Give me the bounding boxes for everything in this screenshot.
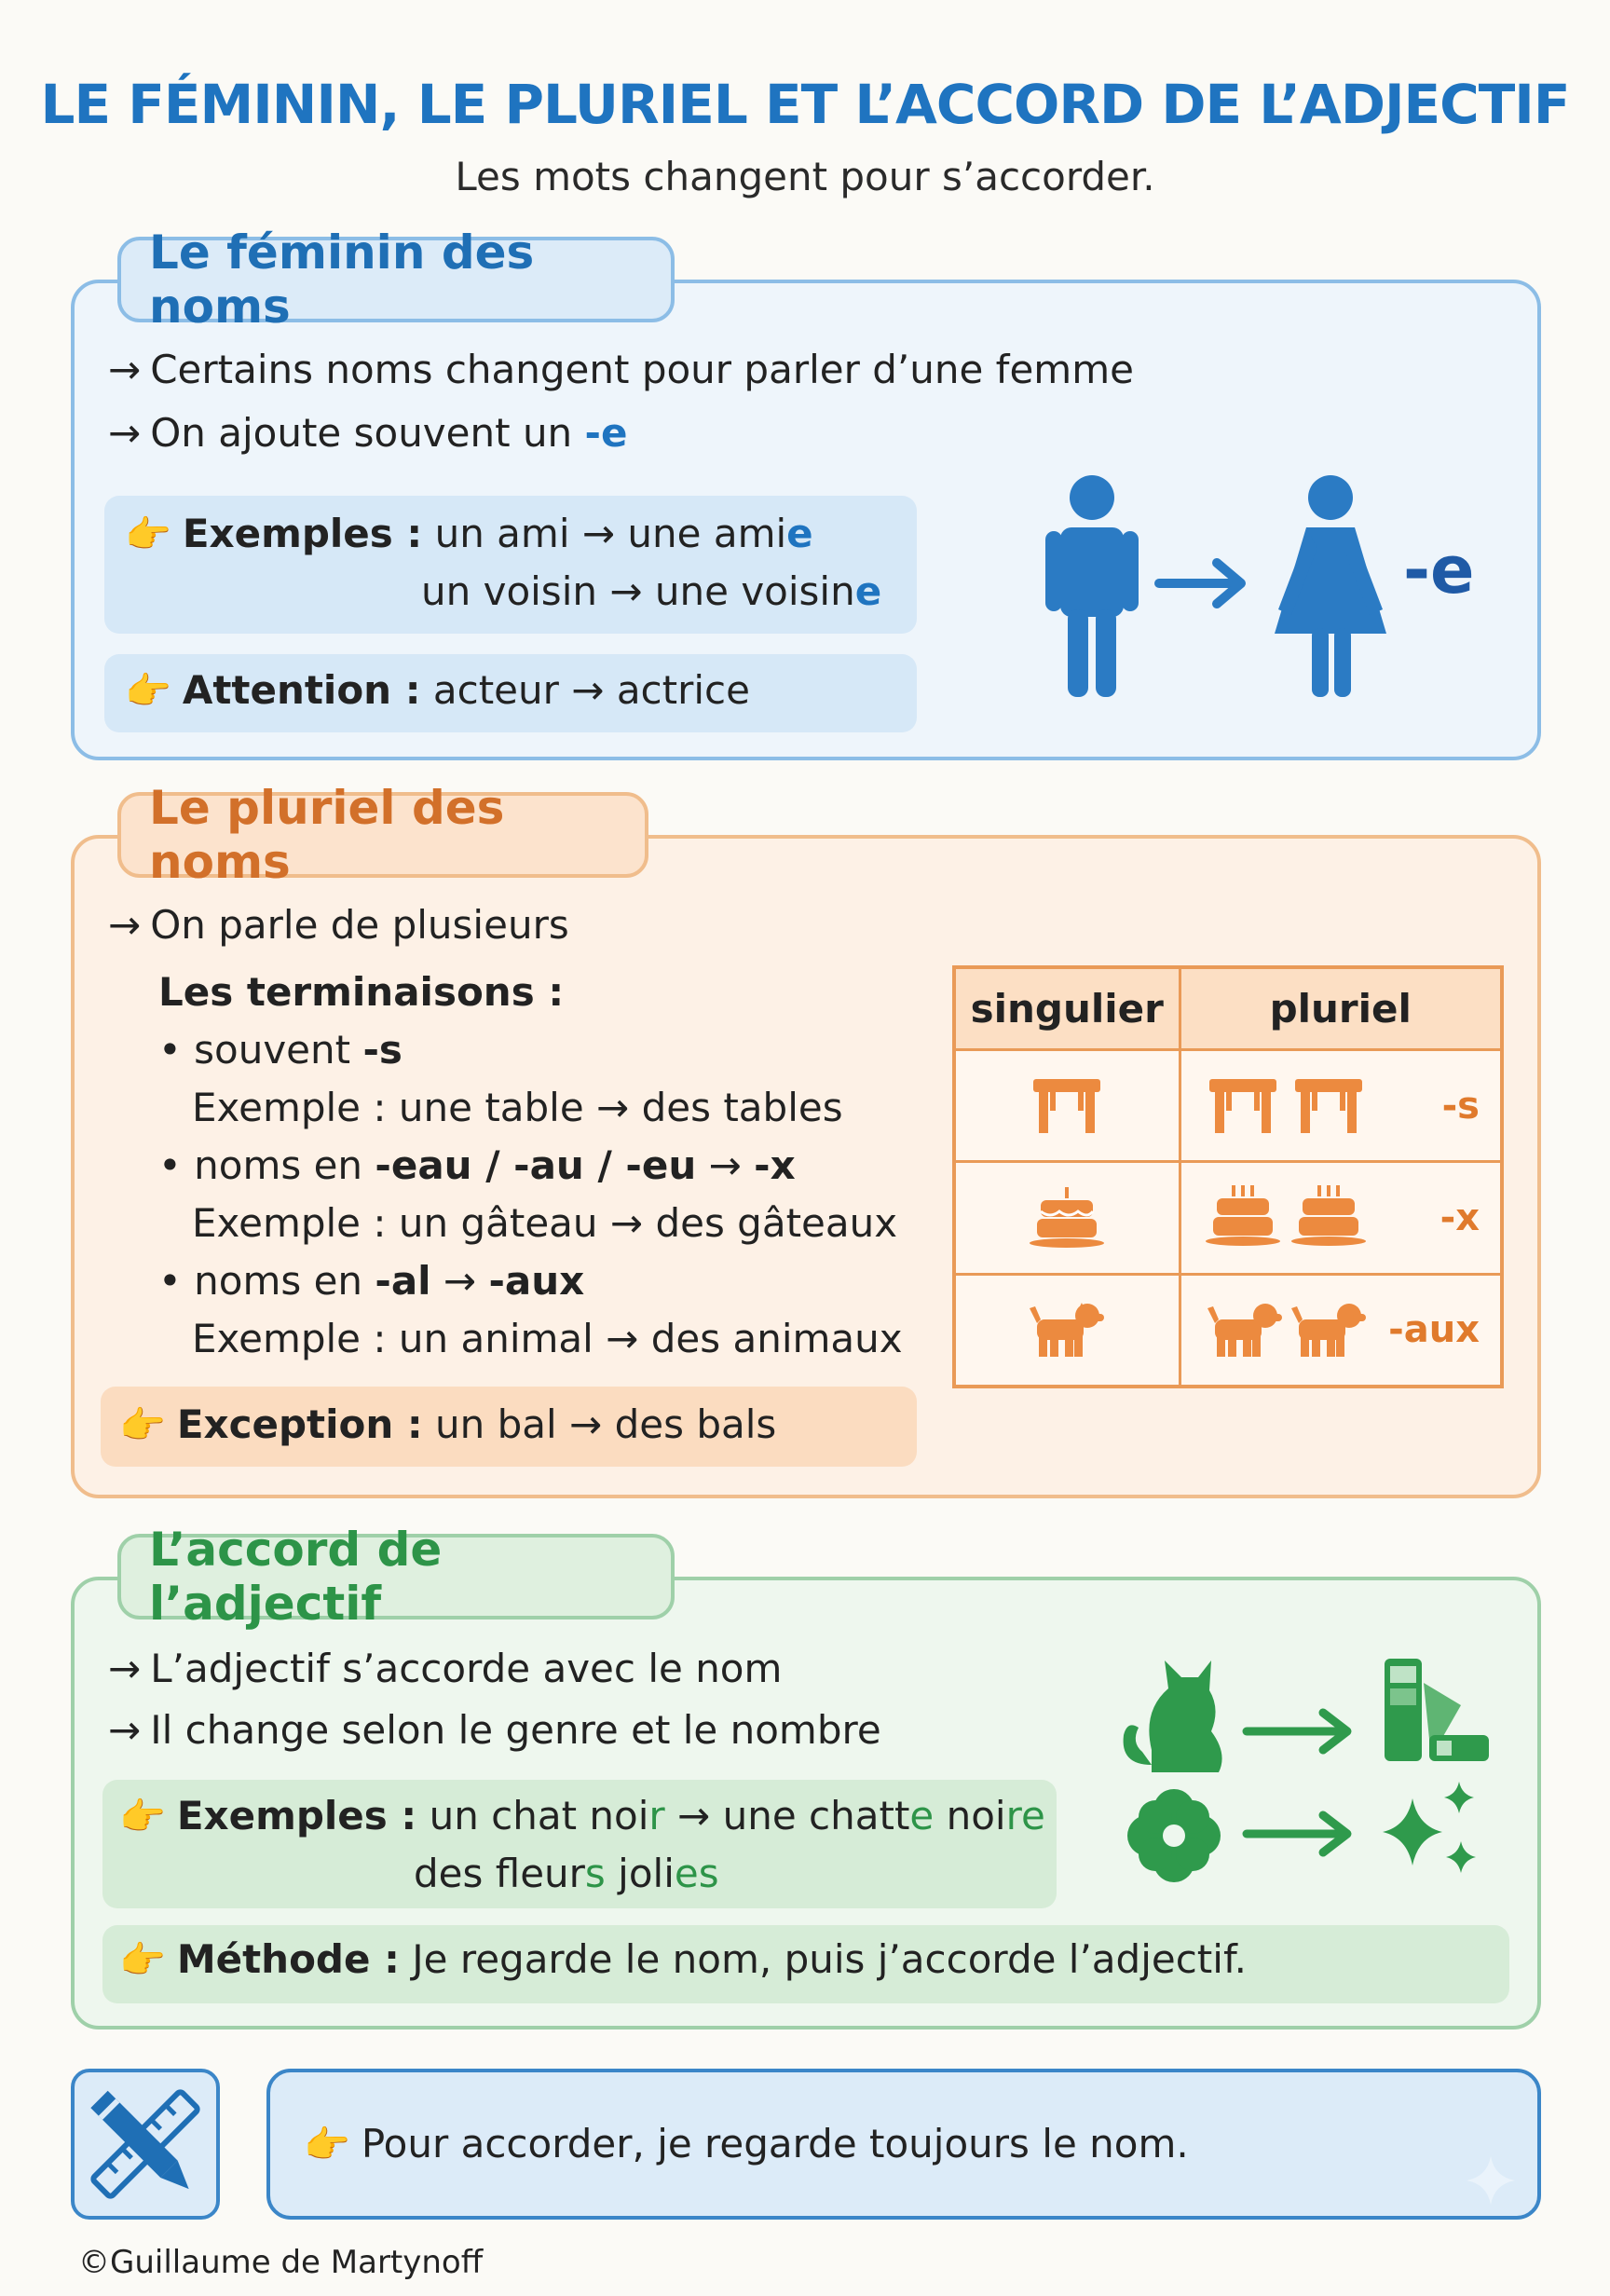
col-singular: singulier <box>954 967 1180 1049</box>
credit: ©Guillaume de Martynoff <box>78 2244 484 2281</box>
feminine-bullet-2: → On ajoute souvent un -e <box>108 410 628 456</box>
cake-icon <box>1028 1183 1106 1249</box>
plural-heading: Le pluriel des noms <box>117 792 648 878</box>
arrow-right-icon <box>1247 1713 1347 1750</box>
woman-icon <box>1275 475 1386 697</box>
plural-bullet-1: → On parle de plusieurs <box>108 902 569 948</box>
table-header-row <box>954 967 1502 1049</box>
ending-x: -x <box>1439 1196 1480 1240</box>
table-row <box>954 1274 1502 1387</box>
ending-aux: -aux <box>1388 1308 1480 1352</box>
adjective-heading: L’accord de l’adjectif <box>117 1534 675 1620</box>
adjective-example-2: des fleurs jolies <box>414 1851 719 1896</box>
man-to-woman-illustration <box>1034 470 1528 703</box>
feminine-example-2: un voisin → une voisine <box>421 568 882 614</box>
color-swatch-icon <box>1385 1659 1489 1761</box>
sparkles-icon <box>1383 1782 1476 1873</box>
feminine-attention: 👉 Attention : acteur → actrice <box>125 667 750 713</box>
plural-table <box>952 965 1504 1388</box>
adjective-example-1: 👉 Exemples : un chat noir → une chatte noire <box>119 1793 1045 1838</box>
man-icon <box>1045 475 1139 697</box>
dogs-icon <box>1206 1295 1373 1360</box>
pointing-hand-icon: 👉 <box>119 1939 166 1982</box>
feminine-example-1: 👉 Exemples : un ami → une amie <box>125 511 813 556</box>
sparkle-icon <box>1463 2152 1519 2208</box>
ruler-pencil-icon <box>75 2072 216 2216</box>
adjective-method: 👉 Méthode : Je regarde le nom, puis j’accorde l’adjectif. <box>119 1936 1248 1982</box>
cat-icon <box>1124 1660 1222 1772</box>
pointing-hand-icon: 👉 <box>119 1404 166 1447</box>
dog-icon <box>1028 1295 1106 1360</box>
pointing-hand-icon: 👉 <box>125 513 171 556</box>
arrow-icon: → <box>108 347 142 392</box>
pointing-hand-icon: 👉 <box>125 670 171 713</box>
feminine-suffix-label: -e <box>1403 532 1475 608</box>
bullet-icon: • <box>158 1027 195 1073</box>
feminine-bullet-1: → Certains noms changent pour parler d’une femme <box>108 347 1134 392</box>
arrow-right-icon <box>1159 563 1241 604</box>
plural-rule-1-example: Exemple : une table → des tables <box>192 1085 843 1130</box>
arrow-right-icon <box>1247 1815 1347 1852</box>
adjective-bullet-1: → L’adjectif s’accorde avec le nom <box>108 1646 783 1691</box>
plural-rule-3: • noms en -al → -aux <box>158 1258 585 1304</box>
plural-rule-3-example: Exemple : un animal → des animaux <box>192 1316 903 1361</box>
adjective-bullet-2: → Il change selon le genre et le nombre <box>108 1707 881 1753</box>
col-plural: pluriel <box>1180 967 1502 1049</box>
plural-rule-1: • souvent -s <box>158 1027 402 1073</box>
table-row <box>954 1162 1502 1275</box>
arrow-icon: → <box>108 410 142 456</box>
arrow-icon: → <box>108 902 142 948</box>
page-title: LE FÉMININ, LE PLURIEL ET L’ACCORD DE L’ADJECTIF <box>40 73 1570 136</box>
feminine-heading: Le féminin des noms <box>117 237 675 322</box>
plural-endings-label: Les terminaisons : <box>158 969 565 1015</box>
table-row <box>954 1049 1502 1162</box>
tables-icon <box>1206 1072 1373 1137</box>
ending-s: -s <box>1441 1084 1480 1128</box>
arrow-icon: → <box>108 1646 142 1691</box>
plural-rule-2: • noms en -eau / -au / -eu → -x <box>158 1142 796 1188</box>
pointing-hand-icon: 👉 <box>119 1796 166 1838</box>
cakes-icon <box>1206 1183 1373 1249</box>
plural-rule-2-example: Exemple : un gâteau → des gâteaux <box>192 1200 898 1246</box>
arrow-icon: → <box>108 1707 142 1753</box>
bullet-icon: • <box>158 1142 195 1188</box>
tip-text: 👉 Pour accorder, je regarde toujours le nom. <box>304 2121 1189 2166</box>
adjective-illustration <box>1114 1646 1506 1892</box>
flower-icon <box>1127 1789 1221 1882</box>
table-icon <box>1030 1072 1104 1137</box>
plural-exception: 👉 Exception : un bal → des bals <box>119 1401 777 1447</box>
pointing-hand-icon: 👉 <box>304 2124 350 2166</box>
tools-box <box>71 2069 220 2220</box>
page-subtitle: Les mots changent pour s’accorder. <box>455 154 1155 199</box>
bullet-icon: • <box>158 1258 195 1304</box>
